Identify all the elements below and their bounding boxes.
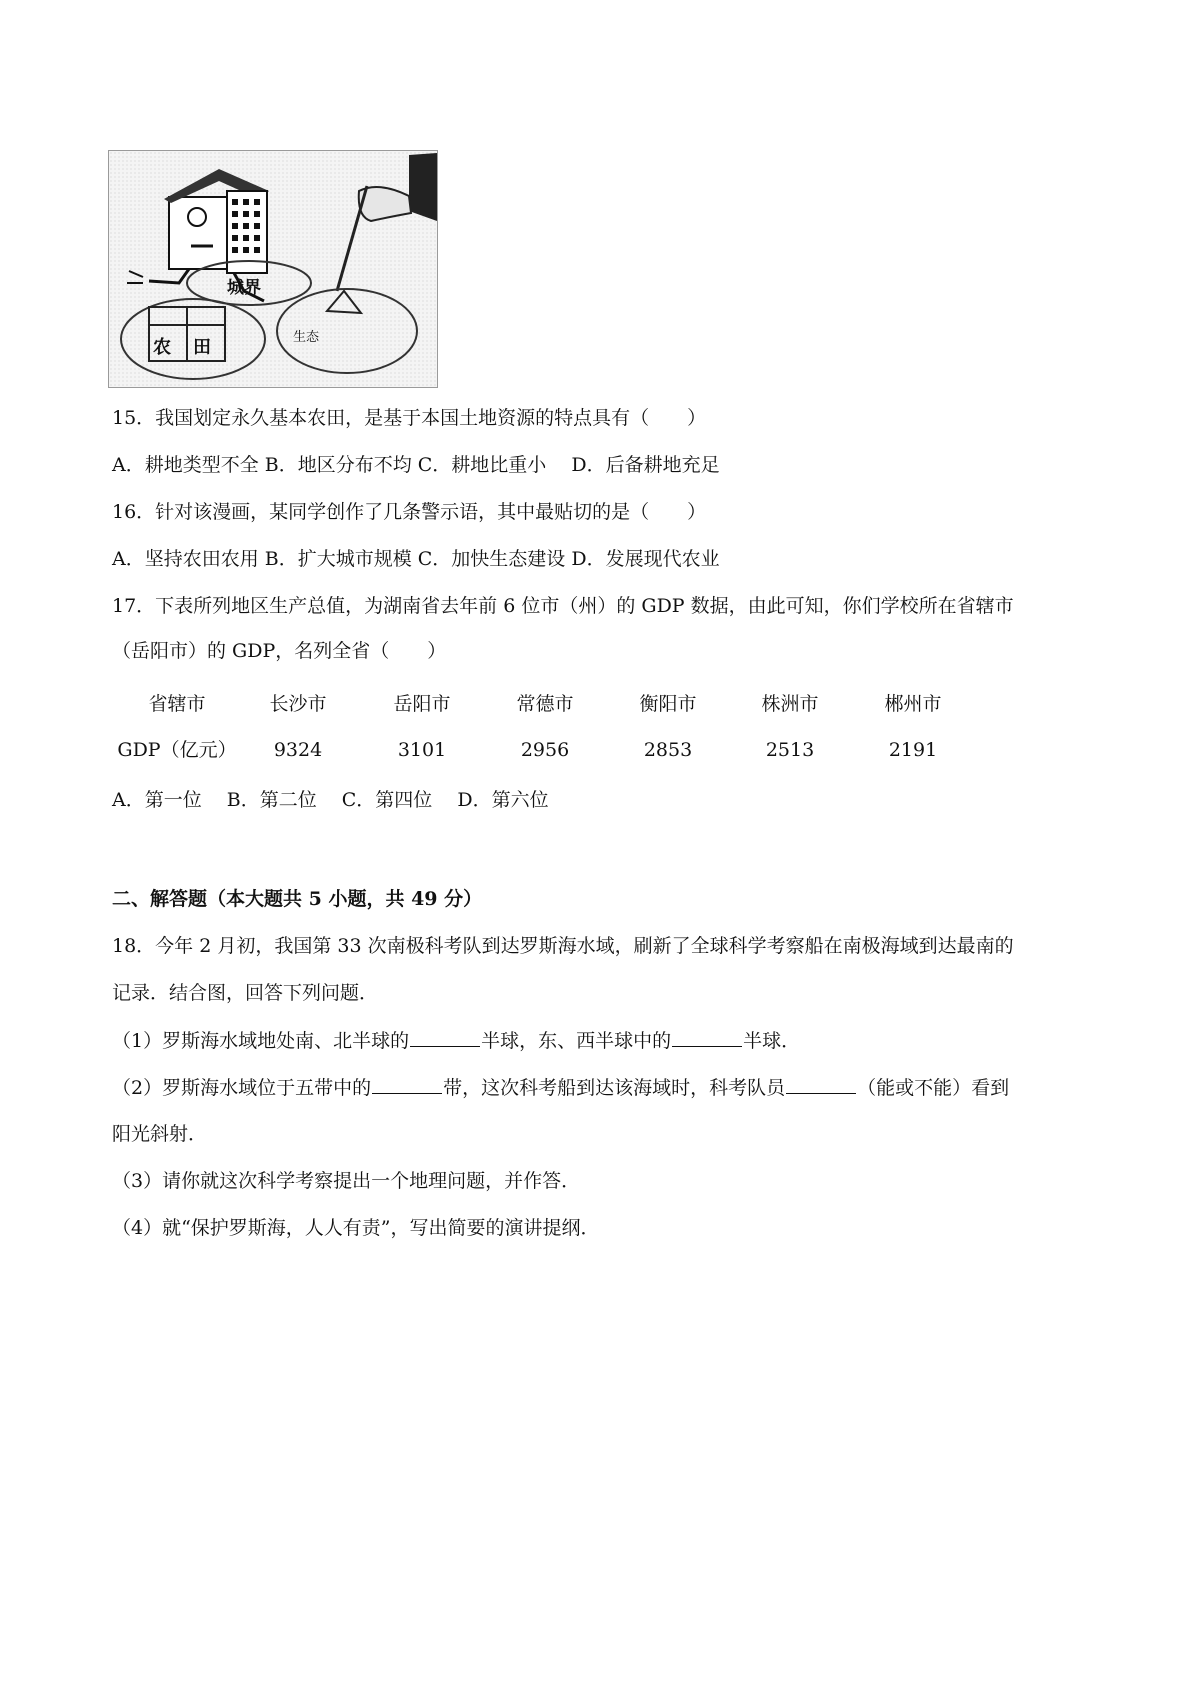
q18-part2-text-b: 带，这次科考船到达该海域时，科考队员 xyxy=(443,1077,786,1099)
q18-stem-line2: 记录．结合图，回答下列问题． xyxy=(112,982,379,1004)
gdp-value-cell: 2513 xyxy=(765,739,815,761)
label-farm-1: 农 xyxy=(153,337,171,358)
gdp-header-cell: 株洲市 xyxy=(761,693,819,715)
q18-part1-blank-1[interactable] xyxy=(410,1026,480,1047)
cartoon-image xyxy=(108,150,438,388)
cartoon-drawing xyxy=(109,151,437,387)
gdp-table-value-row xyxy=(112,736,1012,782)
gdp-header-cell: 衡阳市 xyxy=(639,693,697,715)
q18-part4: （4）就“保护罗斯海，人人有责”，写出简要的演讲提纲． xyxy=(112,1217,600,1239)
q16-options: A．坚持农田农用 B．扩大城市规模 C．加快生态建设 D．发展现代农业 xyxy=(112,548,720,570)
q17-stem-line2: （岳阳市）的 GDP，名列全省（ ） xyxy=(112,640,447,662)
q18-stem-line1: 18．今年 2 月初，我国第 33 次南极科考队到达罗斯海水域，刷新了全球科学考察船在南极海域到达最南的 xyxy=(112,935,1014,957)
q17-stem-line1: 17．下表所列地区生产总值，为湖南省去年前 6 位市（州）的 GDP 数据，由此可知，你们学校所在省辖市 xyxy=(112,595,1014,617)
label-city-boundary: 城界 xyxy=(227,278,261,298)
gdp-header-cell: 长沙市 xyxy=(269,693,327,715)
label-ecology: 生态 xyxy=(293,330,320,345)
q18-part2-text-a: （2）罗斯海水域位于五带中的 xyxy=(112,1077,372,1099)
q18-part2-blank-1[interactable] xyxy=(372,1073,442,1094)
label-farm-2: 田 xyxy=(193,337,211,358)
gdp-value-cell: 9324 xyxy=(273,739,323,761)
gdp-header-cell: 岳阳市 xyxy=(393,693,451,715)
q18-part2-text-c: （能或不能）看到 xyxy=(857,1077,1010,1099)
section-2-title: 二、解答题（本大题共 5 小题，共 49 分） xyxy=(112,888,483,910)
q18-part2-blank-2[interactable] xyxy=(786,1073,856,1094)
q18-part2-line2: 阳光斜射． xyxy=(112,1123,208,1145)
q18-part1-text-c: 半球． xyxy=(743,1030,801,1052)
left-leg xyxy=(149,269,189,283)
gdp-header-cell: 郴州市 xyxy=(884,693,942,715)
q18-part1-text-b: 半球，东、西半球中的 xyxy=(481,1030,672,1052)
q15-stem: 15．我国划定永久基本农田，是基于本国土地资源的特点具有（ ） xyxy=(112,407,707,429)
gdp-table xyxy=(112,690,1012,782)
q18-part2 xyxy=(112,1073,1009,1102)
gdp-table-header-row xyxy=(112,690,1012,736)
gdp-header-cell: 省辖市 xyxy=(148,693,206,715)
gdp-value-cell: 3101 xyxy=(397,739,447,761)
gdp-value-cell: 2956 xyxy=(520,739,570,761)
q17-options: A．第一位 B．第二位 C．第四位 D．第六位 xyxy=(112,789,549,811)
q16-stem: 16．针对该漫画，某同学创作了几条警示语，其中最贴切的是（ ） xyxy=(112,501,707,523)
mountain-icon xyxy=(327,291,361,313)
q18-part3: （3）请你就这次科学考察提出一个地理问题，并作答． xyxy=(112,1170,581,1192)
motion-lines xyxy=(127,271,143,283)
q18-part1 xyxy=(112,1026,800,1055)
q15-options: A．耕地类型不全 B．地区分布不均 C．耕地比重小 D．后备耕地充足 xyxy=(112,454,720,476)
pen-line xyxy=(337,186,367,291)
q18-part1-text-a: （1）罗斯海水域地处南、北半球的 xyxy=(112,1030,410,1052)
sleeve-shape xyxy=(409,153,437,221)
gdp-value-cell: 2191 xyxy=(888,739,938,761)
gdp-value-cell: GDP（亿元） xyxy=(117,739,237,761)
q18-part1-blank-2[interactable] xyxy=(672,1026,742,1047)
gdp-header-cell: 常德市 xyxy=(516,693,574,715)
gdp-value-cell: 2853 xyxy=(643,739,693,761)
